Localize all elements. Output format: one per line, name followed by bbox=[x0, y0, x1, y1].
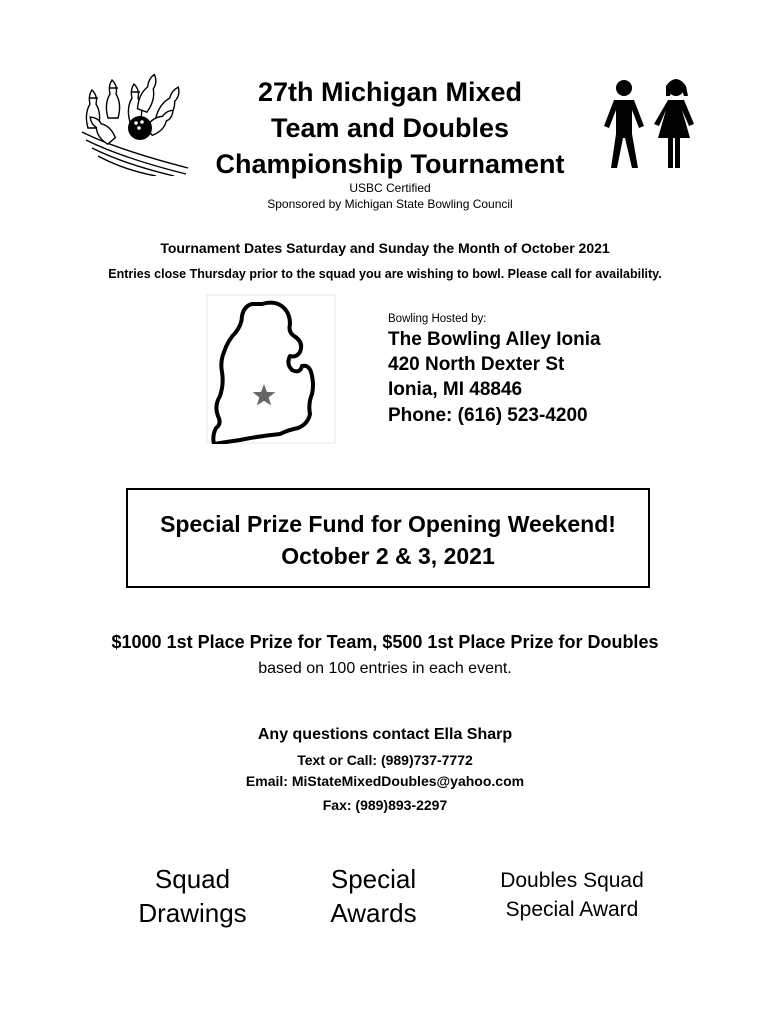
special-prize-line-1: Special Prize Fund for Opening Weekend! bbox=[160, 511, 616, 537]
special-awards-line-1: Special bbox=[330, 864, 417, 894]
title-line-3: Championship Tournament bbox=[215, 149, 565, 179]
title-line-1: 27th Michigan Mixed bbox=[257, 77, 523, 107]
squad-drawings-line-2: Drawings bbox=[138, 898, 247, 928]
squad-drawings-line-1: Squad bbox=[154, 864, 231, 894]
title-line-2: Team and Doubles bbox=[270, 113, 510, 143]
special-awards-line-2: Awards bbox=[330, 898, 417, 928]
contact-fax: Fax: (989)893-2297 bbox=[322, 797, 448, 813]
prize-amounts: $1000 1st Place Prize for Team, $500 1st Place Prize for Doubles bbox=[111, 632, 659, 652]
prize-note: based on 100 entries in each event. bbox=[258, 660, 512, 677]
contact-text-call: Text or Call: (989)737-7772 bbox=[297, 752, 473, 768]
michigan-map-icon bbox=[206, 294, 336, 444]
special-awards bbox=[296, 862, 451, 930]
contact-email: Email: MiStateMixedDoubles@yahoo.com bbox=[245, 773, 525, 789]
host-street: 420 North Dexter St bbox=[388, 354, 565, 375]
special-prize-line-2: October 2 & 3, 2021 bbox=[281, 543, 495, 569]
doubles-award-line-1: Doubles Squad bbox=[500, 869, 644, 892]
tournament-title bbox=[190, 74, 590, 182]
certified-text: USBC Certified bbox=[349, 181, 431, 195]
bowling-pins-icon bbox=[78, 72, 190, 176]
host-city: Ionia, MI 48846 bbox=[388, 379, 523, 400]
doubles-squad-award bbox=[472, 866, 672, 924]
sponsor-text: Sponsored by Michigan State Bowling Council bbox=[267, 197, 513, 211]
hosted-by-label: Bowling Hosted by: bbox=[388, 313, 487, 325]
host-name: The Bowling Alley Ionia bbox=[388, 329, 601, 350]
man-woman-icon bbox=[600, 78, 700, 170]
entries-note: Entries close Thursday prior to the squad you are wishing to bowl. Please call for availability. bbox=[108, 267, 662, 281]
host-phone: Phone: (616) 523-4200 bbox=[388, 405, 588, 426]
tournament-dates: Tournament Dates Saturday and Sunday the Month of October 2021 bbox=[160, 240, 610, 256]
contact-heading: Any questions contact Ella Sharp bbox=[257, 726, 513, 743]
squad-drawings bbox=[110, 862, 275, 930]
special-prize-box bbox=[126, 488, 650, 588]
doubles-award-line-2: Special Award bbox=[505, 898, 639, 921]
star-icon bbox=[253, 384, 276, 406]
